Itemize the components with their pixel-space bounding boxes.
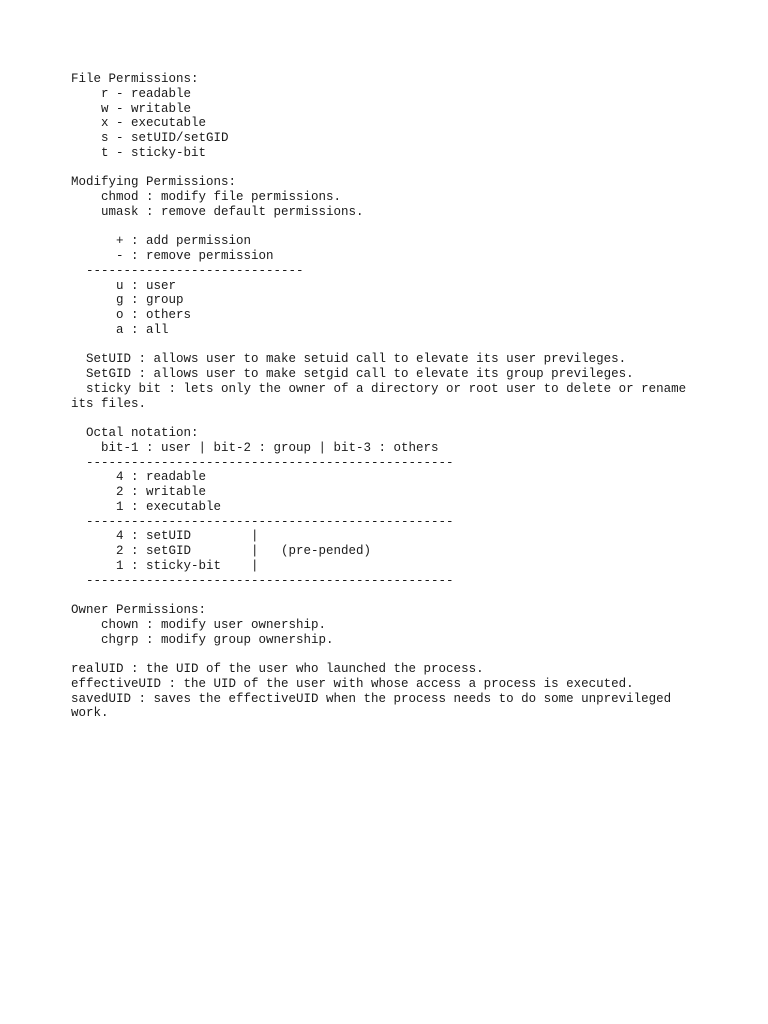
setgid-description: SetGID : allows user to make setgid call to elevate its group previleges. [71, 367, 634, 381]
command-chown: chown : modify user ownership. [71, 617, 327, 632]
octal-setuid: 4 : setUID | [71, 529, 259, 544]
effective-uid-description: effectiveUID : the UID of the user with whose access a process is executed. [71, 676, 634, 691]
target-all: a : all [71, 322, 169, 337]
octal-readable: 4 : readable [71, 470, 207, 485]
permission-item-sticky: t - sticky-bit [71, 145, 207, 160]
separator-short: ----------------------------- [71, 263, 304, 278]
saved-uid-description: savedUID : saves the effectiveUID when the process needs to do some unprevileged [71, 691, 672, 706]
octal-executable: 1 : executable [71, 499, 222, 514]
blank-line [71, 647, 711, 662]
target-others: o : others [71, 308, 192, 322]
file-permissions-heading: File Permissions: [71, 72, 199, 86]
octal-writable: 2 : writable [71, 485, 207, 499]
command-umask: umask : remove default permissions. [71, 204, 364, 219]
octal-heading: Octal notation: [71, 426, 199, 440]
blank-line [71, 338, 711, 353]
permission-item-writable: w - writable [71, 101, 192, 116]
permission-item-executable: x - executable [71, 116, 207, 131]
separator-long: ------------------------------------------------- [71, 455, 454, 470]
octal-bits: bit-1 : user | bit-2 : group | bit-3 : others [71, 440, 439, 455]
separator-long: ------------------------------------------------- [71, 514, 454, 529]
command-chgrp: chgrp : modify group ownership. [71, 632, 334, 647]
target-user: u : user [71, 278, 177, 293]
setuid-description: SetUID : allows user to make setuid call to elevate its user previleges. [71, 352, 627, 367]
sticky-bit-description: sticky bit : lets only the owner of a directory or root user to delete or rename [71, 381, 687, 396]
command-chmod: chmod : modify file permissions. [71, 190, 342, 204]
blank-line [71, 161, 711, 176]
operator-remove: - : remove permission [71, 249, 274, 263]
octal-setgid: 2 : setGID | (pre-pended) [71, 544, 372, 558]
real-uid-description: realUID : the UID of the user who launched the process. [71, 662, 484, 676]
owner-permissions-heading: Owner Permissions: [71, 603, 207, 617]
sticky-bit-description-cont: its files. [71, 396, 147, 411]
blank-line [71, 220, 711, 235]
blank-line [71, 411, 711, 426]
target-group: g : group [71, 293, 184, 308]
octal-sticky-bit: 1 : sticky-bit | [71, 558, 259, 573]
blank-line [71, 588, 711, 603]
separator-long: ------------------------------------------------- [71, 573, 454, 588]
saved-uid-description-cont: work. [71, 706, 109, 721]
document-page [71, 72, 711, 721]
permission-item-setuid: s - setUID/setGID [71, 131, 229, 145]
modifying-permissions-heading: Modifying Permissions: [71, 175, 237, 190]
operator-add: + : add permission [71, 234, 252, 249]
permission-item-readable: r - readable [71, 86, 192, 101]
